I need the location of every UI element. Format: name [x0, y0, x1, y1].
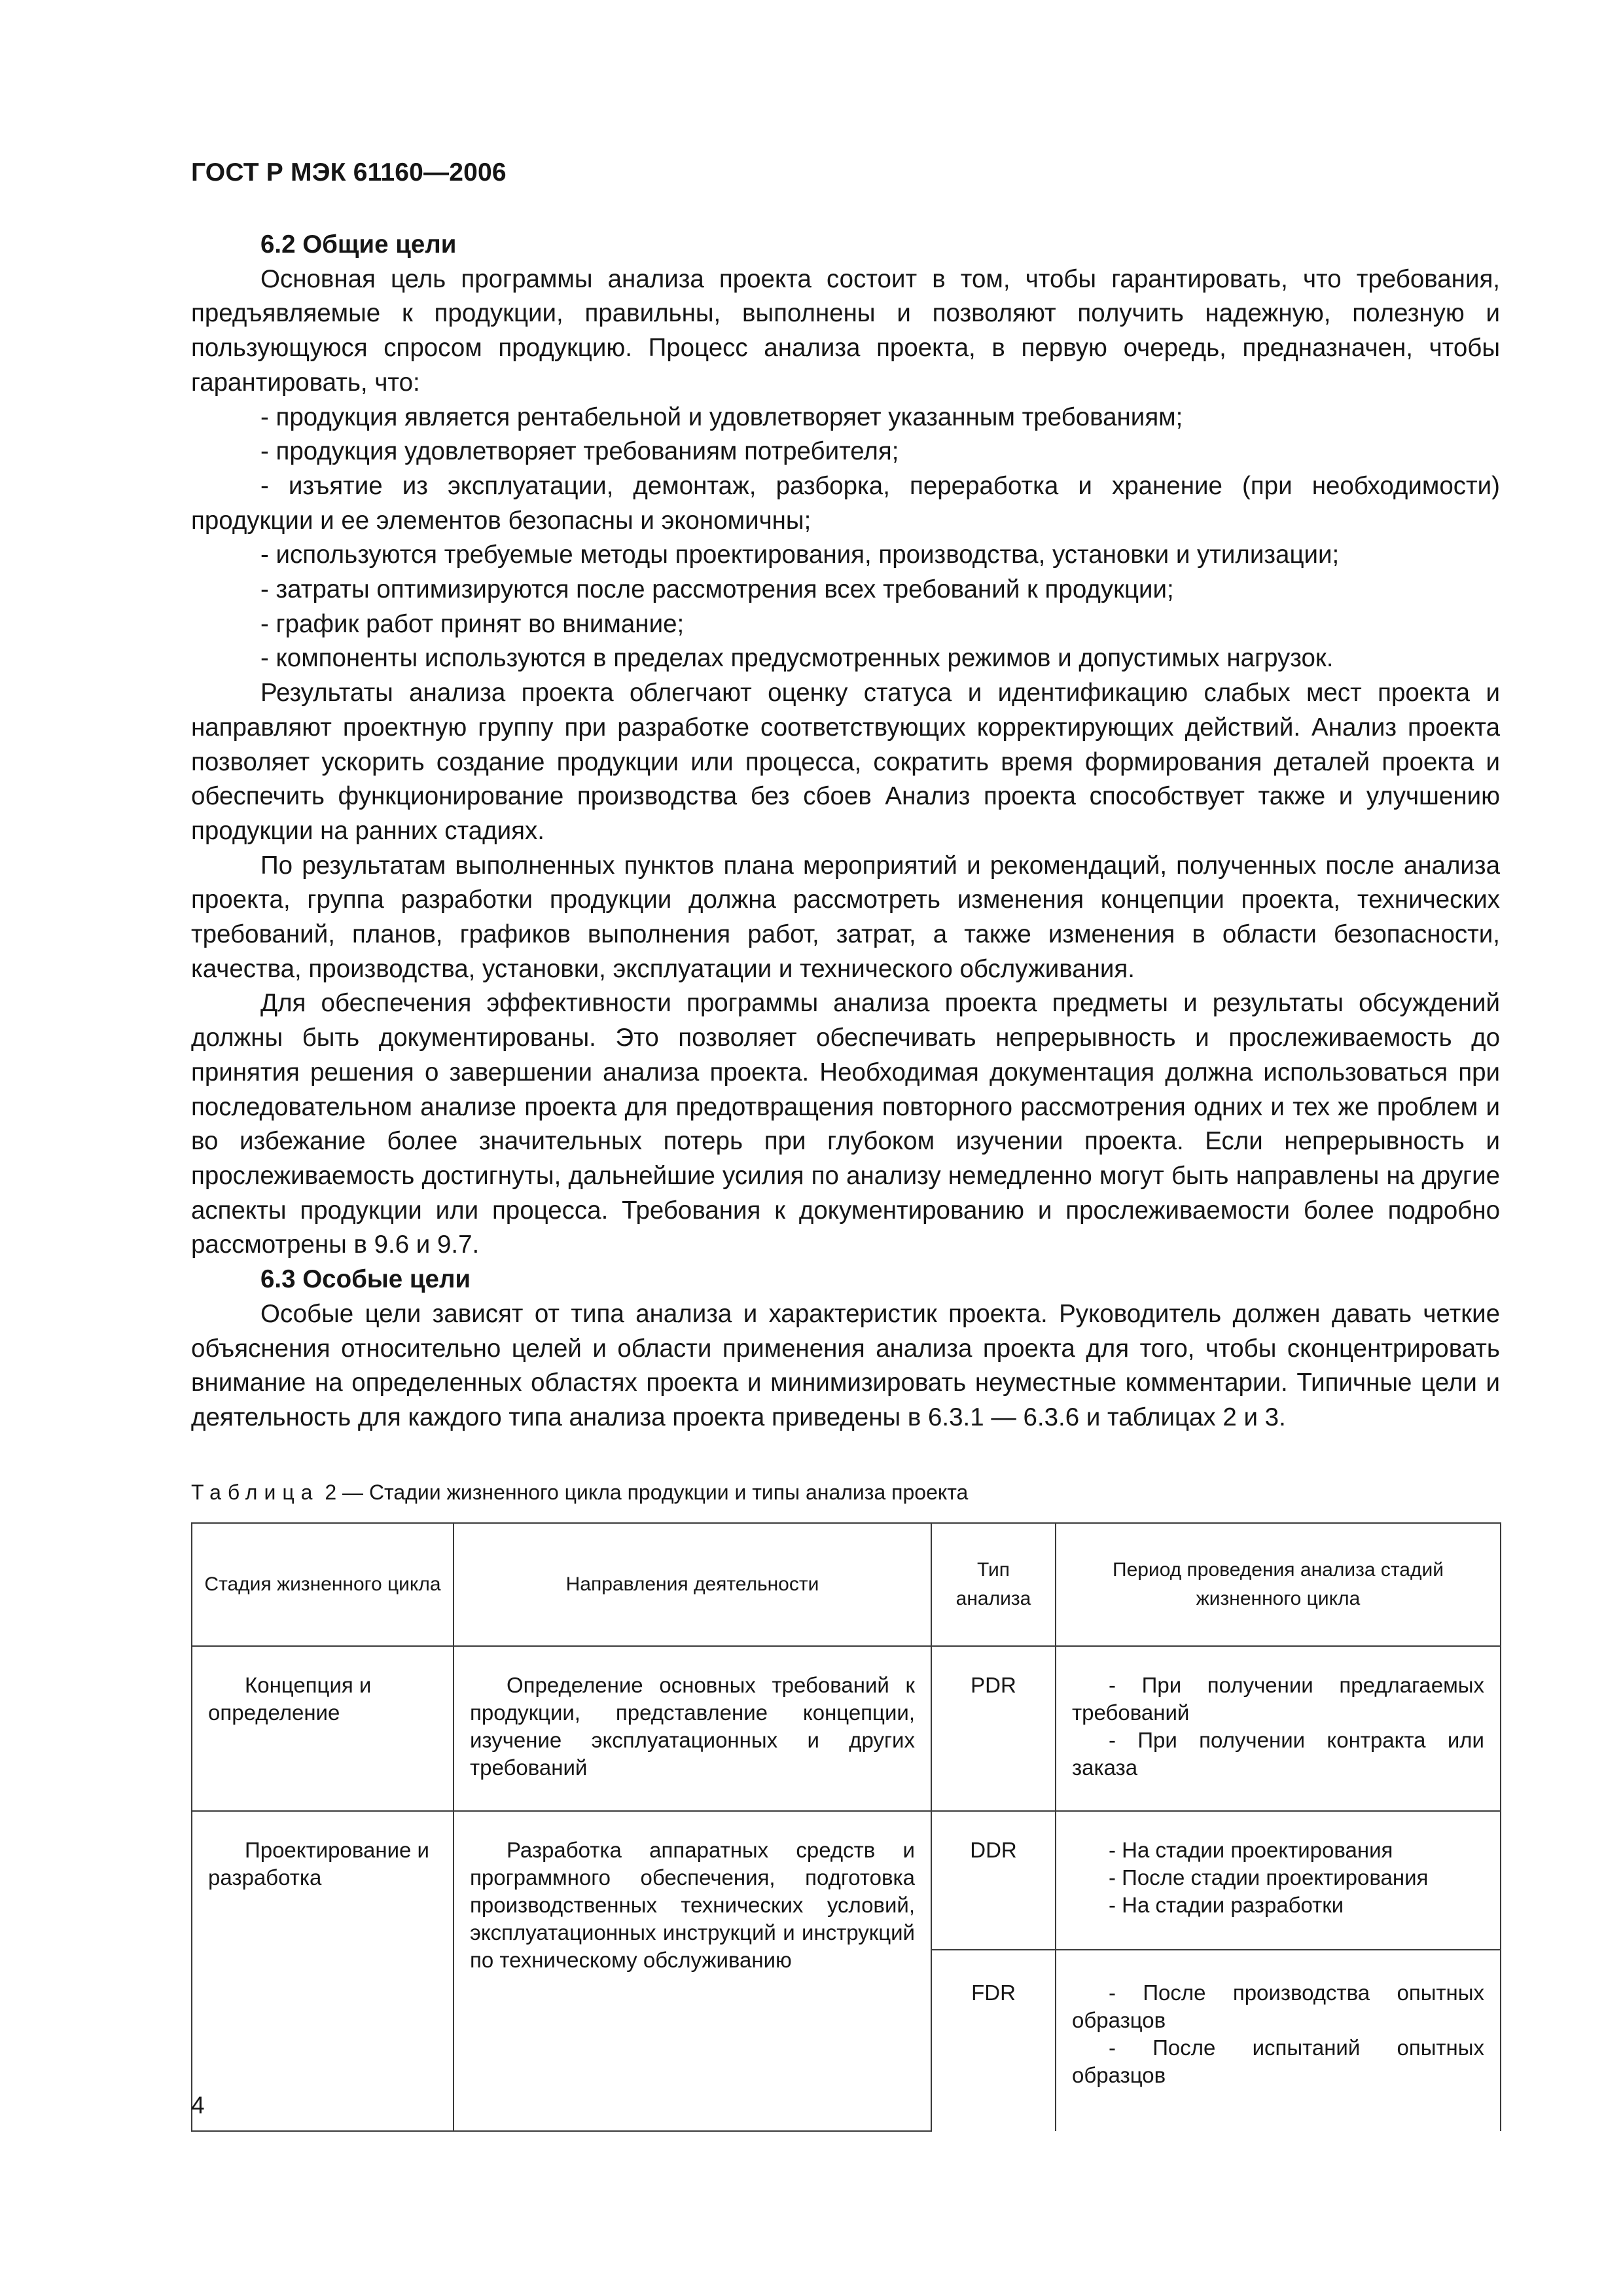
page-number: 4	[191, 2092, 205, 2119]
period-line: - При получении контракта или заказа	[1072, 1728, 1484, 1780]
period-line: - После стадии проектирования	[1109, 1865, 1429, 1890]
directions-cell	[454, 1646, 931, 1811]
document-header: ГОСТ Р МЭК 61160—2006	[191, 158, 507, 187]
period-line: - На стадии проектирования	[1109, 1838, 1393, 1862]
table-caption-text: 2 — Стадии жизненного цикла продукции и типы анализа проекта	[325, 1480, 969, 1504]
column-header-type: Тип анализа	[931, 1523, 1056, 1646]
list-item: - изъятие из эксплуатации, демонтаж, разборка, переработка и хранение (при необходимости) продукции и ее элементов безопасны и экономичны;	[191, 471, 1500, 535]
directions-text: Определение основных требований к продукции, представление концепции, изучение эксплуатационных и других требований	[470, 1673, 915, 1780]
directions-text: Разработка аппаратных средств и программного обеспечения, подготовка производственных технических условий, эксплуатационных инструкций и инструкций по техническому обслуживанию	[470, 1838, 915, 1972]
list-item: - затраты оптимизируются после рассмотрения всех требований к продукции;	[260, 575, 1174, 604]
period-line: - На стадии разработки	[1109, 1893, 1344, 1917]
section-6-2-paragraph: Основная цель программы анализа проекта состоит в том, чтобы гарантировать, что требования, предъявляемые к продукции, правильны, выполнены и позволяют получить надежную, полезную и пользующуюся спросом продукцию. Процесс анализа проекта, в первую очередь, предназначен, чтобы гарантировать, что:	[191, 264, 1500, 397]
table-header-row	[192, 1523, 1501, 1646]
period-cell	[1056, 1811, 1501, 1950]
list-item: - график работ принят во внимание;	[260, 609, 685, 638]
document-body	[191, 228, 1500, 1435]
section-6-2-paragraph: По результатам выполненных пунктов плана мероприятий и рекомендаций, полученных после анализа проекта, группа разработки продукции должна рассмотреть изменения концепции проекта, технических требований, планов, графиков выполнения работ, затрат, а также изменения в области безопасности, качества, производства, установки, эксплуатации и технического обслуживания.	[191, 851, 1500, 983]
section-6-3-paragraph: Особые цели зависят от типа анализа и характеристик проекта. Руководитель должен давать четкие объяснения относительно целей и области применения анализа проекта для того, чтобы сконцентрировать внимание на определенных областях проекта и минимизировать неуместные комментарии. Типичные цели и деятельность для каждого типа анализа проекта приведены в 6.3.1 — 6.3.6 и таблицах 2 и 3.	[191, 1299, 1500, 1431]
lifecycle-table	[191, 1522, 1501, 2132]
period-line: - При получении предлагаемых требований	[1072, 1673, 1484, 1725]
section-6-2-heading: 6.2 Общие цели	[260, 230, 457, 259]
period-line: - После испытаний опытных образцов	[1072, 2036, 1484, 2087]
stage-cell	[192, 1811, 454, 2131]
directions-cell	[454, 1811, 931, 2131]
stage-text: Концепция и определение	[208, 1673, 372, 1725]
section-6-3-heading: 6.3 Особые цели	[260, 1265, 471, 1294]
analysis-type-cell: PDR	[931, 1646, 1056, 1811]
list-item: - используются требуемые методы проектирования, производства, установки и утилизации;	[260, 541, 1340, 569]
table-row	[192, 1646, 1501, 1811]
period-line: - После производства опытных образцов	[1072, 1981, 1484, 2032]
column-header-stage: Стадия жизненного цикла	[192, 1523, 454, 1646]
table-row	[192, 1811, 1501, 1950]
list-item: - продукция удовлетворяет требованиям потребителя;	[260, 437, 899, 466]
section-6-2-paragraph: Для обеспечения эффективности программы анализа проекта предметы и результаты обсуждений должны быть документированы. Это позволяет обеспечивать непрерывность и прослеживаемость до принятия решения о завершении анализа проекта. Необходимая документация должна использоваться при последовательном анализе проекта для предотвращения повторного рассмотрения одних и тех же проблем и во избежание более значительных потерь при глубоком изучении проекта. Если непрерывность и прослеживаемость достигнуты, дальнейшие усилия по анализу немедленно могут быть направлены на другие аспекты продукции или процесса. Требования к документированию и прослеживаемости более подробно рассмотрены в 9.6 и 9.7.	[191, 989, 1500, 1259]
analysis-type-cell: DDR	[931, 1811, 1056, 1950]
stage-cell	[192, 1646, 454, 1811]
section-6-2-paragraph: Результаты анализа проекта облегчают оценку статуса и идентификацию слабых мест проекта и направляют проектную группу при разработке соответствующих корректирующих действий. Анализ проекта позволяет ускорить создание продукции или процесса, сократить время формирования деталей проекта и обеспечить функционирование производства без сбоев Анализ проекта способствует также и улучшению продукции на ранних стадиях.	[191, 679, 1500, 845]
list-item: - компоненты используются в пределах предусмотренных режимов и допустимых нагрузок.	[260, 644, 1334, 673]
table-caption	[191, 1479, 968, 1506]
period-cell	[1056, 1950, 1501, 2131]
stage-text: Проектирование и разработка	[208, 1838, 429, 1890]
list-item: - продукция является рентабельной и удовлетворяет указанным требованиям;	[260, 403, 1183, 431]
table-caption-label: Таблица	[191, 1480, 319, 1504]
period-cell	[1056, 1646, 1501, 1811]
column-header-period: Период проведения анализа стадий жизненного цикла	[1056, 1523, 1501, 1646]
analysis-type-cell: FDR	[931, 1950, 1056, 2131]
column-header-directions: Направления деятельности	[454, 1523, 931, 1646]
